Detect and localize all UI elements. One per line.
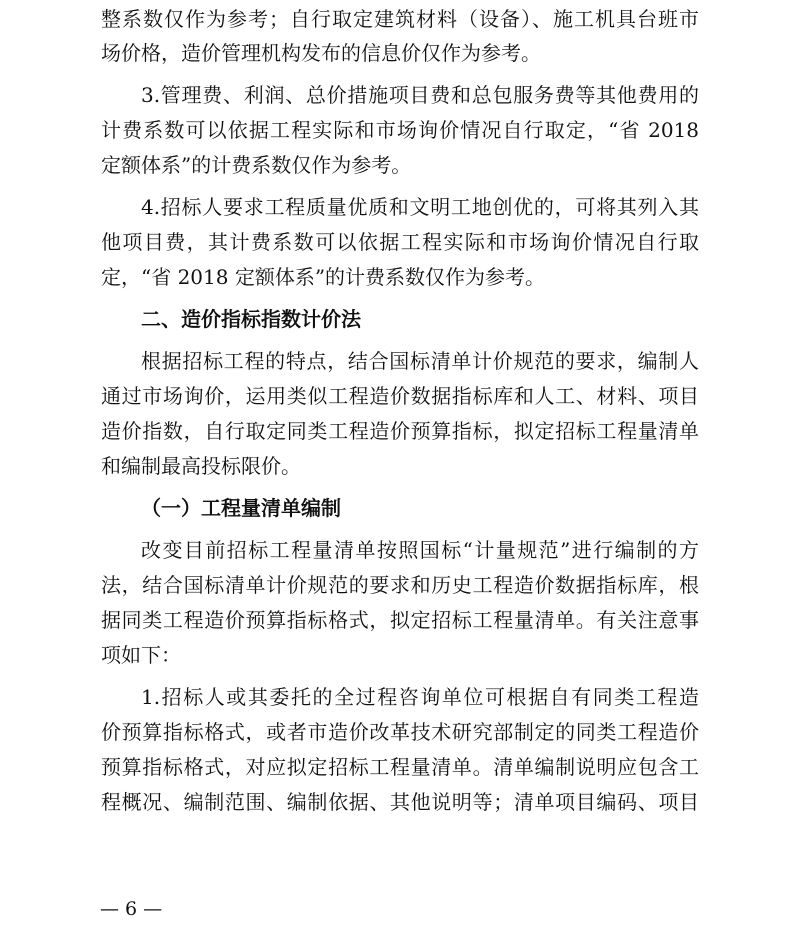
list-item-3: 3.管理费、利润、总价措施项目费和总包服务费等其他费用的 [141,83,699,107]
body-line: 项如下： [101,643,181,667]
body-line: 通过市场询价，运用类似工程造价数据指标库和人工、材料、项目 [101,384,699,408]
list-item-1: 1.招标人或其委托的全过程咨询单位可根据自有同类工程造 [141,685,699,709]
body-line: 法，结合国标清单计价规范的要求和历史工程造价数据指标库，根 [101,573,699,597]
list-item-4: 4.招标人要求工程质量优质和文明工地创优的，可将其列入其 [141,195,699,219]
body-line: 和编制最高投标限价。 [101,454,301,478]
body-line: 造价指数，自行取定同类工程造价预算指标，拟定招标工程量清单 [101,419,699,443]
body-line: 据同类工程造价预算指标格式，拟定招标工程量清单。有关注意事 [101,608,699,632]
paragraph-start: 改变目前招标工程量清单按照国标“计量规范”进行编制的方 [141,538,699,562]
page-number: — 6 — [100,898,163,920]
body-line: 计费系数可以依据工程实际和市场询价情况自行取定，“省 2018 [101,118,699,142]
body-line: 预算指标格式，对应拟定招标工程量清单。清单编制说明应包含工 [101,755,699,779]
body-line: 程概况、编制范围、编制依据、其他说明等；清单项目编码、项目 [101,790,699,814]
paragraph-start: 根据招标工程的特点，结合国标清单计价规范的要求，编制人 [141,349,699,373]
body-line: 场价格，造价管理机构发布的信息价仅作为参考。 [101,41,541,65]
body-line: 整系数仅作为参考；自行取定建筑材料（设备）、施工机具台班市 [101,7,699,31]
body-line: 定额体系”的计费系数仅作为参考。 [101,153,412,177]
body-line: 他项目费，其计费系数可以依据工程实际和市场询价情况自行取 [101,230,699,254]
body-line: 定，“省 2018 定额体系”的计费系数仅作为参考。 [101,265,546,289]
subsection-heading: （一）工程量清单编制 [141,496,341,520]
body-line: 价预算指标格式，或者市造价改革技术研究部制定的同类工程造价 [101,720,699,744]
section-heading: 二、造价指标指数计价法 [141,307,361,331]
